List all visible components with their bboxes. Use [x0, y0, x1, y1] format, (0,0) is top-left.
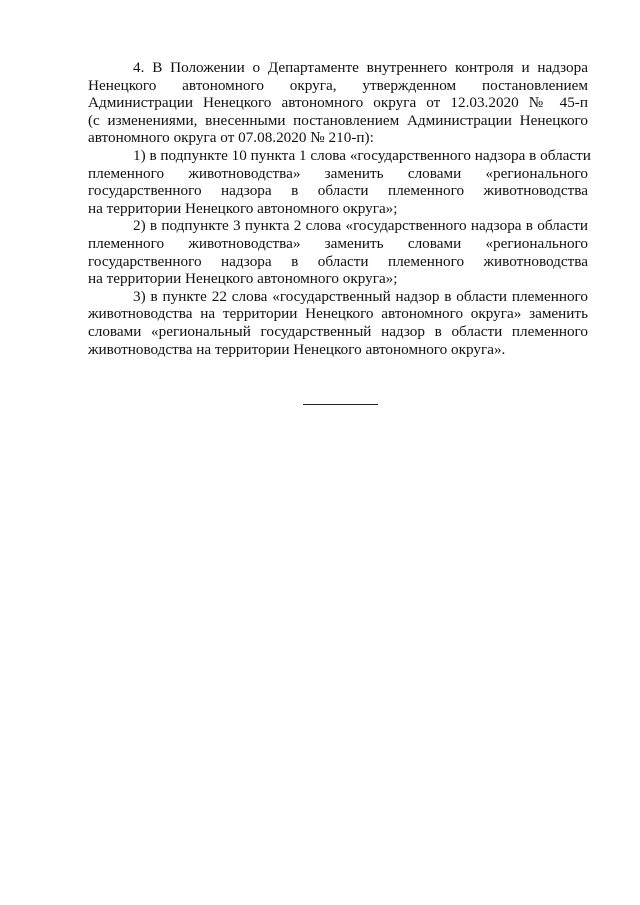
text-line: Ненецкого автономного округа, утвержденном постановлением [88, 76, 588, 94]
subitem-1 [88, 146, 591, 217]
text-line: государственного надзора в области племенного животноводства [88, 252, 588, 270]
text-line: 3) в пункте 22 слова «государственный надзор в области племенного [133, 287, 588, 305]
end-divider [303, 404, 378, 405]
text-line: словами «региональный государственный надзор в области племенного [88, 322, 588, 340]
subitem-2 [88, 217, 588, 287]
text-line: 1) в подпункте 10 пункта 1 слова «государственного надзора в области [133, 146, 591, 164]
text-line: животноводства на территории Ненецкого автономного округа» заменить [88, 305, 588, 323]
text-line: племенного животноводства» заменить словами «регионального [88, 164, 588, 182]
text-line: животноводства на территории Ненецкого автономного округа». [88, 340, 506, 358]
text-line: племенного животноводства» заменить словами «регионального [88, 234, 588, 252]
text-line: 2) в подпункте 3 пункта 2 слова «государственного надзора в области [133, 217, 588, 235]
text-line: 4. В Положении о Департаменте внутреннего контроля и надзора [133, 59, 588, 76]
text-line: на территории Ненецкого автономного округа»; [88, 199, 398, 217]
text-line: Администрации Ненецкого автономного округа от 12.03.2020 № 45-п [88, 94, 588, 112]
subitem-3 [88, 288, 588, 358]
text-line: на территории Ненецкого автономного округа»; [88, 270, 398, 288]
text-line: государственного надзора в области племенного животноводства [88, 182, 588, 200]
text-line: автономного округа от 07.08.2020 № 210-п): [88, 129, 374, 147]
document-body [88, 59, 591, 358]
text-line: (с изменениями, внесенными постановлением Администрации Ненецкого [88, 111, 588, 129]
paragraph-4-intro [88, 59, 588, 147]
